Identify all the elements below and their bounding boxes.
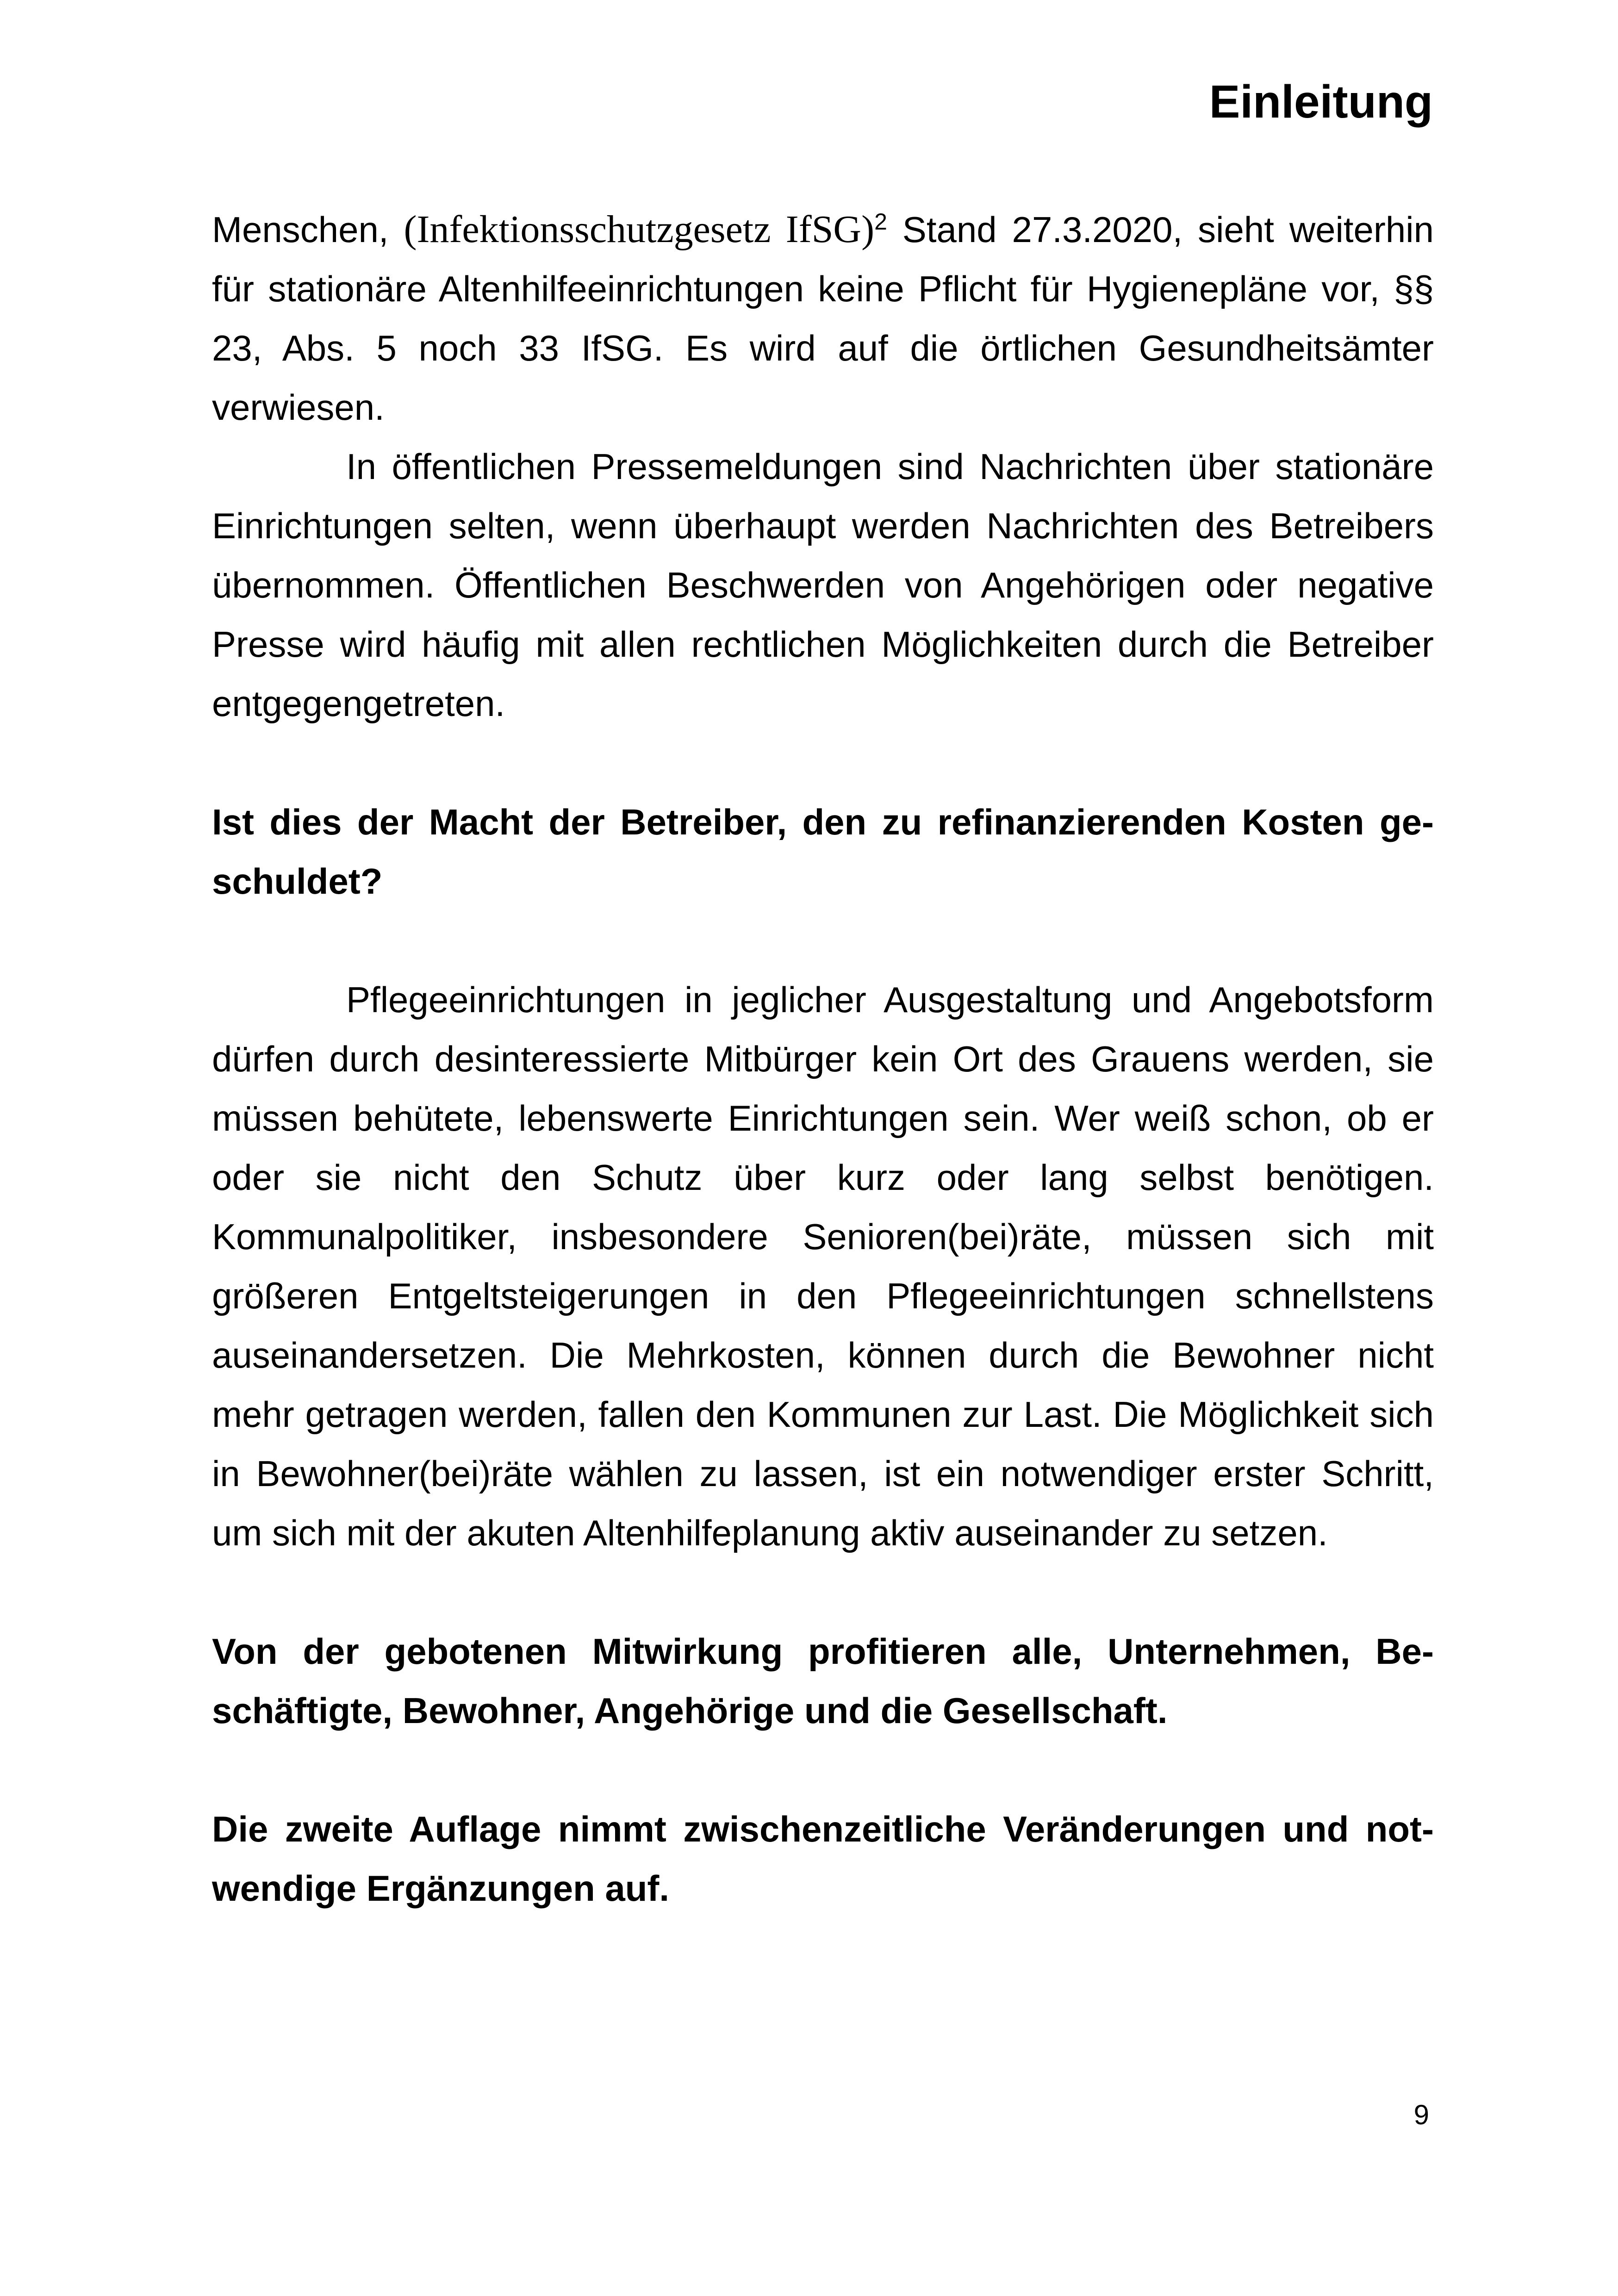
page-number: 9	[1413, 2099, 1429, 2130]
body-text	[212, 200, 1434, 1918]
law-citation: (Infektionsschutzgesetz IfSG)	[404, 208, 875, 251]
paragraph-start: Menschen,	[212, 209, 404, 250]
question-heading: Ist dies der Macht der Betreiber, den zu refinanzierenden Kosten geschuldet?	[212, 802, 1434, 902]
paragraph-press-releases: In öffentlichen Pressemeldungen sind Nachrichten über stationäre Einrichtungen selten, wenn überhaupt werden Nachrichten des Betreibers übernommen. Öffentlichen Beschwerden von Angehörigen oder negative Presse wird häufig mit allen rechtlichen Möglichkeiten durch die Betreiber entgegengetreten.	[212, 446, 1434, 724]
paragraph-rest: Stand 27.3.2020, sieht weiterhin für stationäre Altenhilfeeinrichtungen keine Pflicht für Hygienepläne vor, §§ 23, Abs. 5 noch 33 IfSG. Es wird auf die örtlichen Gesundheitsämter verwiesen.	[212, 209, 1434, 428]
bold-statement-second-edition: Die zweite Auflage nimmt zwischenzeitliche Veränderungen und notwendige Ergänzungen auf.	[212, 1809, 1434, 1909]
paragraph-hygiene-plans	[212, 200, 1434, 437]
running-head: Einleitung	[1209, 76, 1433, 128]
bold-statement-participation: Von der gebotenen Mitwirkung profitieren alle, Unternehmen, Beschäftigte, Bewohner, Angehörige und die Gesellschaft.	[212, 1631, 1434, 1731]
paragraph-care-facilities: Pflegeeinrichtungen in jeglicher Ausgestaltung und Angebotsform dürfen durch desinteressierte Mitbürger kein Ort des Grauens werden, sie müssen behütete, lebenswerte Einrichtungen sein. Wer weiß schon, ob er oder sie nicht den Schutz über kurz oder lang selbst benötigen. Kommunalpolitiker, insbesondere Senioren(bei)räte, müssen sich mit größeren Entgeltsteigerungen in den Pflegeeinrichtungen schnellstens auseinandersetzen. Die Mehrkosten, können durch die Bewohner nicht mehr getragen werden, fallen den Kommunen zur Last. Die Möglichkeit sich in Bewohner(bei)räte wählen zu lassen, ist ein notwendiger erster Schritt, um sich mit der akuten Altenhilfeplanung aktiv auseinander zu setzen.	[212, 979, 1434, 1553]
footnote-marker: 2	[874, 209, 887, 235]
